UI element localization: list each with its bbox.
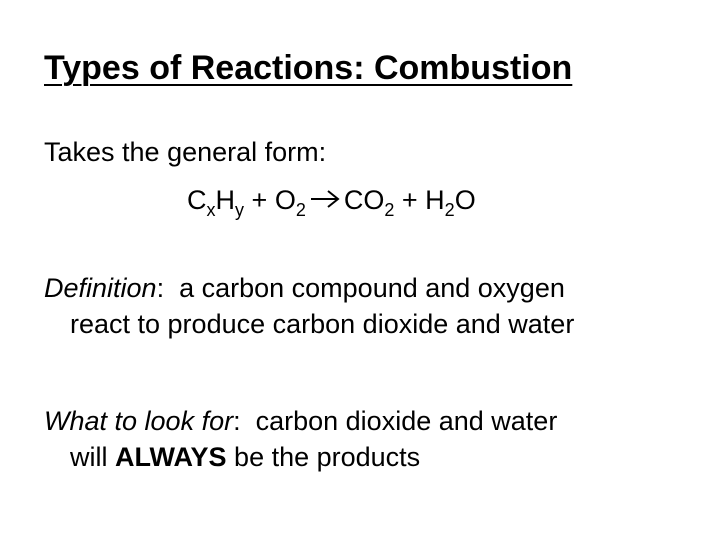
eq-plus: + — [251, 185, 268, 215]
definition-paragraph — [44, 270, 574, 342]
always-emphasis: ALWAYS — [115, 442, 227, 472]
look-for-line-2-start: will — [70, 442, 115, 472]
eq-co2: CO — [343, 185, 385, 215]
definition-line-2: react to produce carbon dioxide and water — [70, 309, 575, 339]
eq-h2o-subscript: 2 — [444, 200, 455, 220]
eq-c: C — [187, 185, 207, 215]
definition-colon: : — [156, 273, 165, 303]
definition-text: a carbon compound and oxygen — [164, 273, 565, 303]
look-for-colon: : — [233, 406, 241, 436]
definition-term: Definition — [44, 273, 157, 303]
eq-o2: O — [274, 185, 296, 215]
eq-h: H — [215, 185, 235, 215]
intro-text: Takes the general form: — [44, 137, 327, 167]
definition-line-1 — [44, 273, 565, 303]
look-for-text: carbon dioxide and water — [240, 406, 558, 436]
slide-title: Types of Reactions: Combustion — [44, 49, 573, 87]
general-equation — [187, 182, 476, 218]
look-for-line-1 — [44, 406, 557, 436]
eq-co2-subscript: 2 — [384, 200, 395, 220]
right-arrow-icon — [309, 188, 341, 210]
look-for-line-2 — [44, 439, 557, 475]
look-for-term: What to look for — [44, 406, 234, 436]
eq-y-subscript: y — [235, 200, 244, 220]
look-for-line-2-end: be the products — [226, 442, 421, 472]
eq-o2-subscript: 2 — [295, 200, 306, 220]
eq-h: H — [425, 185, 445, 215]
eq-o: O — [454, 185, 476, 215]
look-for-paragraph — [44, 403, 557, 475]
eq-plus-2: + — [401, 185, 418, 215]
eq-x-subscript: x — [206, 200, 216, 220]
